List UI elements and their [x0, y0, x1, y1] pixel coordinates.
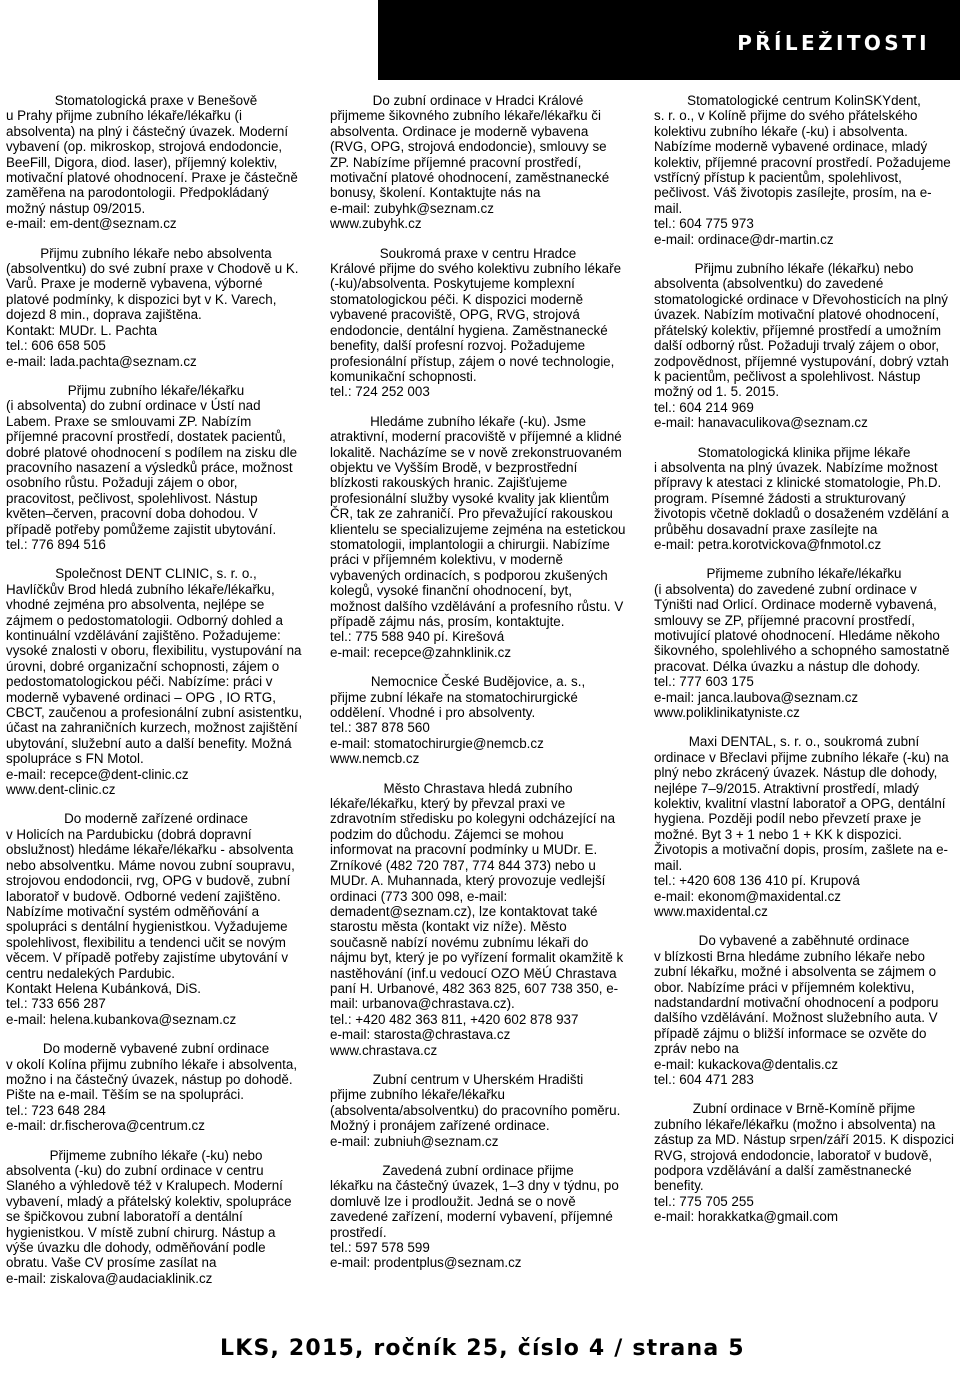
- ad: [6, 566, 306, 797]
- ad-contact: tel.: 597 578 599: [330, 1240, 430, 1256]
- ad-text: přijme zubního lékaře/lékařku (absolventa/absolventku) do pracovního poměru. Možný i pronájem zařízené ordinace.: [330, 1087, 621, 1134]
- ad: [330, 246, 626, 400]
- ad-contact: e-mail: zubyhk@seznam.cz: [330, 200, 494, 216]
- ad-contact: Kontakt: MUDr. L. Pachta: [6, 322, 158, 338]
- ad-contact: e-mail: recepce@dent-clinic.cz: [6, 766, 189, 782]
- ad-text: v Holicích na Pardubicku (dobrá dopravní obslužnost) hledáme lékaře/lékařku - absolventa nebo absolventku. Máme novou zubní soupravu, strojovou endodoncii, rvg, OPG v budově, zubní laboratoř v budově. Odborné vedení zajištěno. Nabízíme motivační systém odměňování a spolupráci s dentální hygienistkou. Vyžadujeme spolehlivost, flexibilitu a tendenci učit se novým věcem. V případě potřeby zajistíme ubytování v centru nedalekých Pardubic.: [6, 826, 295, 981]
- ad-contact: e-mail: ziskalova@audaciaklinik.cz: [6, 1270, 213, 1286]
- ad-contact: e-mail: dr.fischerova@centrum.cz: [6, 1118, 205, 1134]
- ad-contact: tel.: +420 608 136 410 pí. Krupová: [654, 873, 860, 889]
- ad-heading: Město Chrastava hledá zubního: [383, 780, 573, 796]
- ad-text: absolventa (absolventku) do zavedené stomatologické ordinace v Dřevohosticích na plný úvazek. Nabízím motivační platové ohodnocení, přátelský kolektiv, příjemné prostředí a umožním další odborný růst. Požaduji trvalý zájem o obor, zodpovědnost, příjemné vystupování, dobrý vztah k pacientům, pečlivost a spolehlivost. Nástup možný od 1. 5. 2015.: [654, 276, 949, 400]
- ad-heading: Hledáme zubního lékaře (-ku). Jsme: [370, 413, 586, 429]
- ad: [6, 811, 306, 1027]
- ad-heading: Přijmu zubního lékaře/lékařku: [67, 382, 245, 398]
- ad-heading: Zubní centrum v Uherském Hradišti: [372, 1071, 584, 1087]
- ad-contact: e-mail: recepce@zahnklinik.cz: [330, 644, 512, 660]
- ad-contact: e-mail: petra.korotvickova@fnmotol.cz: [654, 536, 882, 552]
- ad-heading: Stomatologické centrum KolinSKYdent,: [687, 93, 921, 108]
- ad: [6, 1041, 306, 1133]
- ad-text: i absolventa na plný úvazek. Nabízíme možnost přípravy k atestaci z klinické stomatologie, Ph.D. program. Písemné žádosti a strukturovaný životopis včetně dokladů o dosaženém vzdělání a průběhu dosavadní praxe zasílejte na: [654, 459, 949, 537]
- ad: [6, 383, 306, 552]
- ad-text: zubního lékaře/lékařku (možno i absolventa) na zástup za MD. Nástup srpen/září 2015. K dispozici RVG, strojová endodoncie, laboratoř v budově, podpora vzdělávání a další zaměstnanecké benefity.: [654, 1116, 954, 1194]
- ad-contact: e-mail: hanavaculikova@seznam.cz: [654, 415, 868, 431]
- ad-contact: e-mail: ordinace@dr-martin.cz: [654, 231, 834, 247]
- ad-contact: tel.: +420 482 363 811, +420 602 878 937: [330, 1011, 579, 1027]
- ad-text: (i absolventa) do zubní ordinace v Ústí nad Labem. Praxe se smlouvami ZP. Nabízím příjemné pracovní prostředí, dostatek pacientů, dobré platové ohodnocení s podílem na zisku dle pracovního nasazení a výsledků práce, možnost osobního růstu. Požaduji zájem o obor, pracovitost, pečlivost, spolehlivost. Nástup květen–červen, pracovní doba dohodou. V případě potřeby pomůžeme zajistit ubytování.: [6, 398, 298, 537]
- ad-text: přijmeme šikovného zubního lékaře/lékařku či absolventa. Ordinace je moderně vybavena (RVG, OPG, strojová endodoncie), smlouvy se ZP. Nabízíme příjemné pracovní prostředí, motivační platové ohodnocení, zaměstnanecké bonusy, školení. Kontaktujte nás na: [330, 108, 610, 201]
- ad-heading: Přijmeme zubního lékaře/lékařku: [706, 566, 902, 582]
- column-left: [6, 93, 306, 1300]
- ad-contact: tel.: 723 648 284: [6, 1102, 106, 1118]
- ad-text: přijme zubní lékaře na stomatochirurgické oddělení. Vhodné i pro absolventy.: [330, 689, 578, 721]
- ad-contact: e-mail: helena.kubankova@seznam.cz: [6, 1011, 237, 1027]
- page-footer: LKS, 2015, ročník 25, číslo 4 / strana 5: [220, 1336, 745, 1361]
- ad-contact: www.chrastava.cz: [330, 1042, 438, 1058]
- ad-contact: tel.: 733 656 287: [6, 996, 106, 1012]
- ad-heading: Do vybavené a zaběhnuté ordinace: [698, 933, 910, 949]
- ad-heading: Stomatologická klinika přijme lékaře: [697, 444, 911, 460]
- ad-contact: e-mail: horakkatka@gmail.com: [654, 1209, 839, 1225]
- ad-heading: Zubní ordinace v Brně-Komíně přijme: [692, 1101, 916, 1117]
- ad-heading: Přijmeme zubního lékaře (-ku) nebo: [49, 1147, 263, 1163]
- ad-contact: tel.: 604 775 973: [654, 216, 754, 232]
- ad-text: (absolventku) do své zubní praxe v Chodově u K. Varů. Praxe je moderně vybavena, výborné platové podmínky, k dispozici byt v K. Varech, dojezd 8 min., doprava zajištěna.: [6, 261, 299, 323]
- ad: [330, 1072, 626, 1149]
- ad-heading: Stomatologická praxe v Benešově: [54, 93, 258, 108]
- column-middle: [330, 93, 626, 1285]
- ad: [654, 261, 954, 430]
- ad-contact: tel.: 724 252 003: [330, 384, 430, 400]
- ad-contact: e-mail: janca.laubova@seznam.cz: [654, 689, 859, 705]
- ad: [654, 93, 954, 247]
- ad: [330, 1163, 626, 1271]
- ad: [330, 674, 626, 766]
- ad-contact: e-mail: lada.pachta@seznam.cz: [6, 353, 197, 369]
- ad-contact: tel.: 777 603 175: [654, 674, 754, 690]
- ad: [330, 414, 626, 661]
- ad: [654, 1101, 954, 1224]
- ad-text: Králové přijme do svého kolektivu zubního lékaře (-ku)/absolventa. Poskytujeme komplexní stomatologickou péči. K dispozici moderně vybavené pracoviště, OPG, RVG, strojová endodoncie, dentální hygiena. Zaměstnanecké benefity, další profesní rozvoj. Požadujeme profesionální přístup, zájem o nové technologie, komunikační schopnosti.: [330, 261, 622, 384]
- ad-contact: e-mail: zubniuh@seznam.cz: [330, 1133, 499, 1149]
- column-right: [654, 93, 954, 1239]
- ad: [654, 734, 954, 919]
- ad-contact: e-mail: starosta@chrastava.cz: [330, 1027, 511, 1043]
- ad: [6, 1148, 306, 1287]
- ad-contact: e-mail: kukackova@dentalis.cz: [654, 1056, 839, 1072]
- ad-text: v blízkosti Brna hledáme zubního lékaře nebo zubní lékařku, možné i absolventa se zájmem o obor. Nabízíme práci v příjemném kolektivu, nadstandardní motivační ohodnocení a podporu dalšího vzdělávání. Možnost služebního auta. V případě zájmu o bližší informace se ozvěte do zpráv nebo na: [654, 948, 939, 1057]
- ad: [6, 246, 306, 369]
- ad: [654, 566, 954, 720]
- ad-heading: Společnost DENT CLINIC, s. r. o.,: [55, 566, 257, 582]
- ad-contact: tel.: 387 878 560: [330, 720, 430, 736]
- ad-contact: tel.: 776 894 516: [6, 536, 106, 552]
- ad-contact: tel.: 775 705 255: [654, 1193, 754, 1209]
- ad-text: lékařku na částečný úvazek, 1–3 dny v týdnu, po domluvě lze i prodloužit. Jedná se o nově zavedené zařízení, moderní vybavení, příjemné prostředí.: [330, 1178, 619, 1240]
- ad-contact: tel.: 604 214 969: [654, 399, 754, 415]
- ad-heading: Do moderně vybavené zubní ordinace: [42, 1041, 270, 1057]
- section-banner: [378, 0, 960, 80]
- ad: [654, 445, 954, 553]
- ad-text: ordinace v Břeclavi přijme zubního lékaře (-ku) na plný nebo zkrácený úvazek. Nástup dle dohody, nejlépe 7–9/2015. Atraktivní prostředí, mladý kolektiv, kvalitní vlastní laboratoř a OPG, dentální hygiena. Později podíl nebo převzetí praxe je možné. Byt 3 + 1 nebo 1 + KK k dispozici. Životopis a motivační dopis, prosím, zašlete na e-mail.: [654, 749, 949, 873]
- ad-contact: e-mail: em-dent@seznam.cz: [6, 216, 177, 232]
- ad-heading: Přijmu zubního lékaře (lékařku) nebo: [694, 261, 914, 277]
- ad: [654, 933, 954, 1087]
- ad-heading: Do zubní ordinace v Hradci Králové: [372, 93, 584, 108]
- ad-text: absolventa (-ku) do zubní ordinace v centru Slaného a výhledově též v Kralupech. Moderní vybavení, mladý a přátelský kolektiv, spolupráce se špičkovou zubní laboratoří a dentální hygienistkou. V místě zubní chirurg. Nástup a výše úvazku dle dohody, odměňování podle obratu. Vaše CV prosíme zasílat na: [6, 1163, 292, 1271]
- ad-contact: tel.: 606 658 505: [6, 338, 106, 354]
- ad: [330, 781, 626, 1058]
- ad-heading: Maxi DENTAL, s. r. o., soukromá zubní: [688, 734, 920, 750]
- ad-contact: www.maxidental.cz: [654, 903, 768, 919]
- ad-heading: Zavedená zubní ordinace přijme: [382, 1163, 574, 1178]
- ad-contact: e-mail: stomatochirurgie@nemcb.cz: [330, 735, 544, 751]
- ad-contact: e-mail: ekonom@maxidental.cz: [654, 888, 841, 904]
- ad-text: s. r. o., v Kolíně přijme do svého přátelského kolektivu zubního lékaře (-ku) i absolventa. Nabízíme moderně vybavené ordinace, mladý kolektiv, příjemné pracovní prostředí. Požadujeme vstřícný přístup k pacientům, spolehlivost, pečlivost. Váš životopis zasílejte, prosím, na e-mail.: [654, 108, 951, 216]
- ad-heading: Přijmu zubního lékaře nebo absolventa: [40, 245, 272, 261]
- ad: [330, 93, 626, 232]
- ad-contact: www.nemcb.cz: [330, 751, 420, 767]
- ad-text: lékaře/lékařku, který by převzal praxi ve zdravotním středisku po kolegyni odcházející na podzim do důchodu. Zájemci se mohou informovat na pracovní podmínky u MUDr. E. Zrníkové (482 720 787, 774 844 373) nebo u MUDr. A. Muhannada, který provozuje vedlejší ordinaci (773 300 098, e-mail: demadent@seznam.cz), lze kontaktovat také starostu města (kontakt viz níže). Město současně nabízí novému zubnímu lékaři do nájmu byt, který je po vyřízení formalit okamžitě k nastěhování (inf.u vedoucí OZO MěÚ Chrastava paní H. Urbanové, 482 363 825, 607 738 350, e-mail: urbanova@chrastava.cz).: [330, 796, 624, 1012]
- ad-contact: www.dent-clinic.cz: [6, 782, 116, 798]
- ad-contact: Kontakt Helena Kubánková, DiS.: [6, 980, 202, 996]
- ad-text: Havlíčkův Brod hledá zubního lékaře/lékařku, vhodné zejména pro absolventa, nejlépe se zájmem o pedostomatologii. Odborný dohled a kontinuální vzdělávání zajištěno. Požadujeme: vysoké znalosti v oboru, flexibilitu, vystupování na úrovni, dobré organizační schopnosti, zájem o pedostomatologickou péči. Nabízíme: práci v moderně vybavené ordinaci – OPG , IO RTG, CBCT, zaučenou a profesionální zubní asistentku, účast na zahraničních kurzech, možnost zajištění ubytování, služební auto a další benefity. Možná spolupráce s FN Motol.: [6, 581, 303, 767]
- section-title: PŘÍLEŽITOSTI: [737, 31, 930, 55]
- ad-contact: www.zubyhk.cz: [330, 216, 422, 232]
- ad-text: v okolí Kolína přijmu zubního lékaře i absolventa, možno i na částečný úvazek, nástup po dohodě. Pište na e-mail. Těším se na spolupráci.: [6, 1056, 298, 1103]
- ad-text: u Prahy přijme zubního lékaře/lékařku (i absolventa) na plný i částečný úvazek. Moderní vybavení (op. mikroskop, strojová endodoncie, BeeFill, Digora, diod. laser), příjemný kolektiv, motivační platové ohodnocení. Praxe je částečně zaměřena na parodontologii. Předpokládaný možný nástup 09/2015.: [6, 108, 298, 216]
- ad-contact: tel.: 604 471 283: [654, 1071, 754, 1087]
- ad-heading: Nemocnice České Budějovice, a. s.,: [370, 674, 586, 690]
- ad-contact: e-mail: prodentplus@seznam.cz: [330, 1255, 522, 1271]
- ad-contact: tel.: 775 588 940 pí. Kirešová: [330, 629, 505, 645]
- ad-text: atraktivní, moderní pracoviště v příjemné a klidné lokalitě. Nacházíme se v nově zrekonstruovaném objektu ve Vyšším Brodě, v bezprostřední blízkosti rakouských hranic. Zajišťujeme profesionální služby vysoké kvality jak klientům ČR, tak ze zahraničí. Pro převažující rakouskou klientelu se specializujeme zejména na estetickou stomatologii, implantologii a chirurgii. Nabízíme práci v příjemném kolektivu, v moderně vybavených ordinacích, s podporou zkušených kolegů, vysoké finanční ohodnocení, byt, možnost dalšího vzdělávání a profesního růstu. V případě zájmu nás, prosím, kontaktujte.: [330, 429, 626, 629]
- ad-heading: Do moderně zařízené ordinace: [64, 811, 248, 827]
- ad: [6, 93, 306, 232]
- ad-text: (i absolventa) do zavedené zubní ordinace v Týništi nad Orlicí. Ordinace moderně vybavená, smlouvy se ZP, příjemné pracovní prostředí, motivující platové ohodnocení. Hledáme někoho šikovného, spolehlivého a schopného samostatně pracovat. Délka úvazku a nástup dle dohody.: [654, 581, 950, 674]
- ad-heading: Soukromá praxe v centru Hradce: [379, 245, 577, 261]
- ad-contact: www.poliklinikatyniste.cz: [654, 705, 800, 721]
